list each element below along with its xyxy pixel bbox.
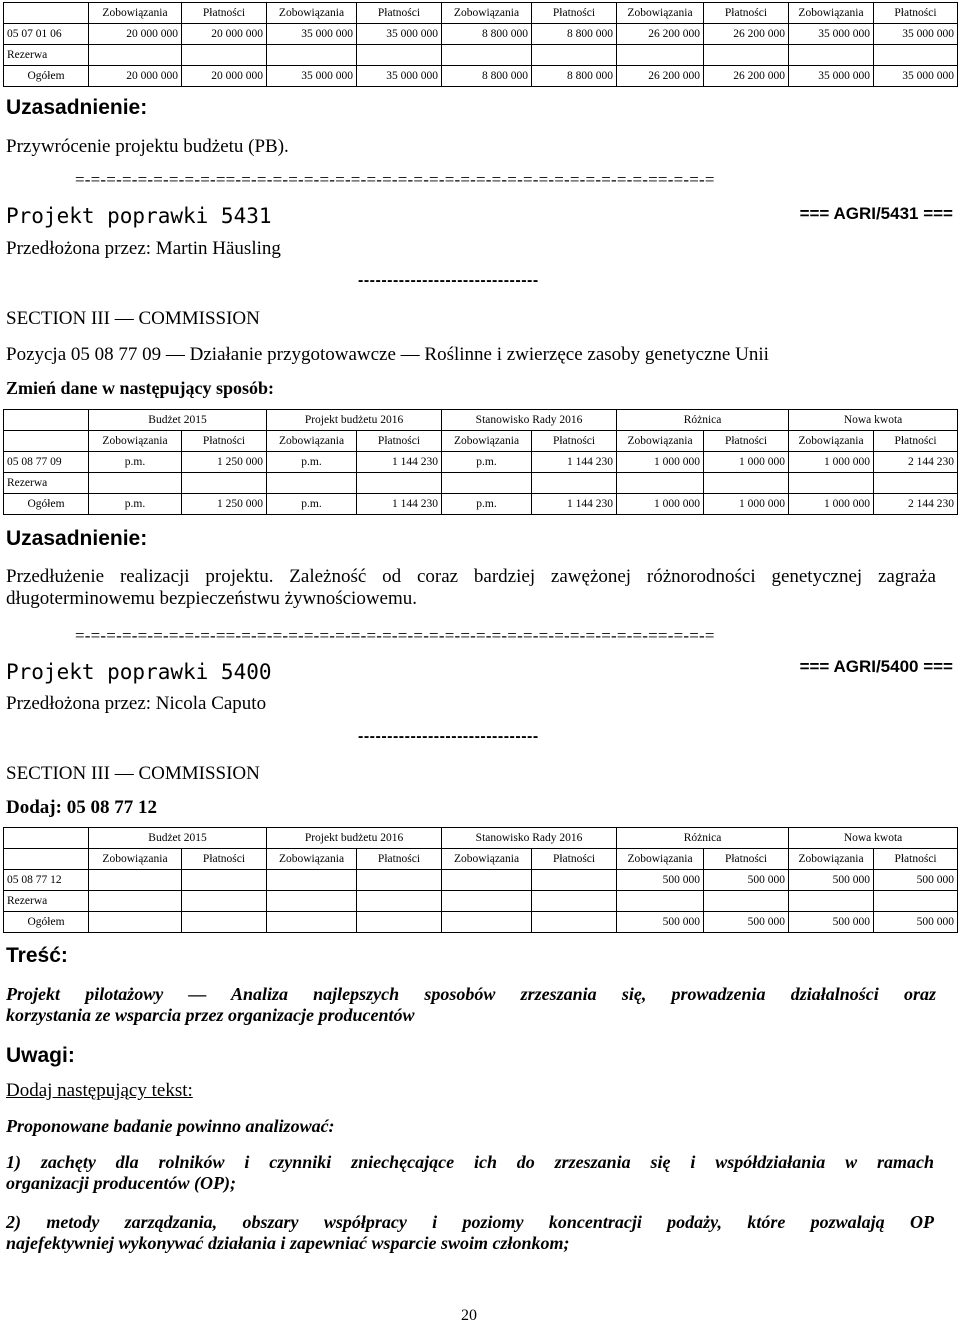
table-row: [4, 66, 958, 87]
content-text: [6, 984, 936, 1026]
table-cell: 500 000: [789, 912, 874, 933]
table-cell: [532, 45, 617, 66]
table-cell: [789, 473, 874, 494]
table-cell: [704, 45, 789, 66]
table-cell: 35 000 000: [789, 24, 874, 45]
submitted-by: Przedłożona przez: Nicola Caputo: [6, 693, 267, 714]
column-header-row: [4, 849, 958, 870]
column-header: Płatności: [357, 849, 442, 870]
row-label: Rezerwa: [4, 473, 89, 494]
corner-cell: [4, 828, 89, 849]
table-cell: [704, 473, 789, 494]
table-cell: 26 200 000: [617, 66, 704, 87]
section-title: SECTION III — COMMISSION: [6, 308, 260, 329]
table-cell: [617, 891, 704, 912]
budget-table-5431: [3, 409, 958, 515]
table-cell: 35 000 000: [267, 66, 357, 87]
table-row: [4, 45, 958, 66]
point-line: 2) metody zarządzania, obszary współpracy i poziomy koncentracji podaży, które pozwalają OP: [6, 1212, 934, 1232]
table-cell: [89, 870, 182, 891]
column-header: Zobowiązania: [89, 431, 182, 452]
table-cell: [789, 891, 874, 912]
table-cell: [442, 870, 532, 891]
study-point-2: [6, 1212, 934, 1254]
table-cell: [267, 870, 357, 891]
table-cell: [357, 912, 442, 933]
table-cell: [532, 870, 617, 891]
row-label: Ogółem: [4, 494, 89, 515]
separator: =-=-=-=-=-=-=-=-=-==-=-=-=-=-=-=-=-=-=-=-=-=-=-=-=-=-=-=-=-=-=-=-=-=-=-=-==-=-=-=: [75, 626, 715, 645]
submitted-by: Przedłożona przez: Martin Häusling: [6, 238, 281, 259]
table-cell: 500 000: [617, 870, 704, 891]
dash-line: -------------------------------: [358, 272, 539, 289]
table-cell: [704, 891, 789, 912]
column-header: Zobowiązania: [617, 431, 704, 452]
table-cell: 500 000: [704, 870, 789, 891]
column-header: Zobowiązania: [442, 3, 532, 24]
table-cell: 500 000: [874, 870, 958, 891]
point-line: organizacji producentów (OP);: [6, 1173, 237, 1193]
table-cell: 26 200 000: [617, 24, 704, 45]
table-cell: 1 000 000: [789, 452, 874, 473]
table-row: [4, 452, 958, 473]
table-row: [4, 870, 958, 891]
table-cell: [89, 45, 182, 66]
justification-heading: Uzasadnienie:: [6, 527, 148, 550]
table-cell: 500 000: [789, 870, 874, 891]
table-cell: 2 144 230: [874, 452, 958, 473]
group-header: Projekt budżetu 2016: [267, 410, 442, 431]
add-line-heading: Dodaj: 05 08 77 12: [6, 797, 157, 818]
table-cell: [357, 891, 442, 912]
column-header: Płatności: [182, 3, 267, 24]
amendment-title: Projekt poprawki 5431: [6, 204, 272, 228]
column-header: Zobowiązania: [89, 3, 182, 24]
remarks-heading: Uwagi:: [6, 1044, 75, 1067]
amendment-reference: === AGRI/5431 ===: [799, 204, 953, 223]
change-instruction: Zmień dane w następujący sposób:: [6, 378, 275, 398]
group-header: Nowa kwota: [789, 828, 958, 849]
table-cell: [617, 45, 704, 66]
add-text-instruction: Dodaj następujący tekst:: [6, 1080, 193, 1101]
table-cell: [532, 912, 617, 933]
column-header: Płatności: [182, 849, 267, 870]
point-line: 1) zachęty dla rolników i czynniki zniechęcające ich do zrzeszania się i współdziałania w ramach: [6, 1152, 934, 1172]
row-label: 05 08 77 09: [4, 452, 89, 473]
column-header: Płatności: [874, 849, 958, 870]
column-header: Zobowiązania: [617, 849, 704, 870]
table-cell: [442, 891, 532, 912]
table-cell: p.m.: [442, 494, 532, 515]
table-cell: 35 000 000: [789, 66, 874, 87]
table-cell: [532, 891, 617, 912]
table-cell: [182, 912, 267, 933]
column-header: Płatności: [532, 849, 617, 870]
corner-cell: [4, 3, 89, 24]
table-cell: 1 144 230: [532, 494, 617, 515]
table-cell: [532, 473, 617, 494]
table-cell: [357, 870, 442, 891]
column-header: Płatności: [532, 431, 617, 452]
justification-heading: Uzasadnienie:: [6, 96, 148, 119]
table-cell: 8 800 000: [532, 66, 617, 87]
row-label: 05 07 01 06: [4, 24, 89, 45]
group-header: Projekt budżetu 2016: [267, 828, 442, 849]
table-row: [4, 891, 958, 912]
column-header: Płatności: [532, 3, 617, 24]
point-line: najefektywniej wykonywać działania i zapewniać wsparcie swoim członkom;: [6, 1233, 570, 1253]
column-header: Płatności: [704, 3, 789, 24]
column-header: Zobowiązania: [89, 849, 182, 870]
column-header: Płatności: [874, 3, 958, 24]
table-cell: 500 000: [617, 912, 704, 933]
group-header-row: [4, 410, 958, 431]
table-cell: [357, 45, 442, 66]
table-cell: 1 144 230: [532, 452, 617, 473]
table-cell: [89, 473, 182, 494]
table-cell: 20 000 000: [182, 24, 267, 45]
section-title: SECTION III — COMMISSION: [6, 763, 260, 784]
table-cell: [182, 45, 267, 66]
table-cell: 500 000: [704, 912, 789, 933]
content-line: korzystania ze wsparcia przez organizacje producentów: [6, 1005, 415, 1025]
column-header-row: [4, 431, 958, 452]
row-label: Ogółem: [4, 912, 89, 933]
table-cell: 35 000 000: [267, 24, 357, 45]
corner-cell: [4, 410, 89, 431]
table-cell: p.m.: [267, 494, 357, 515]
table-cell: [267, 912, 357, 933]
table-cell: 1 000 000: [789, 494, 874, 515]
group-header: Stanowisko Rady 2016: [442, 410, 617, 431]
table-cell: 1 000 000: [704, 494, 789, 515]
table-cell: [442, 912, 532, 933]
table-cell: [442, 45, 532, 66]
table-cell: p.m.: [89, 452, 182, 473]
table-cell: 1 000 000: [704, 452, 789, 473]
table-cell: 2 144 230: [874, 494, 958, 515]
table-cell: 26 200 000: [704, 24, 789, 45]
column-header: Zobowiązania: [442, 431, 532, 452]
table-row: [4, 473, 958, 494]
table-cell: 20 000 000: [182, 66, 267, 87]
table-cell: [357, 473, 442, 494]
table-cell: 35 000 000: [874, 24, 958, 45]
content-heading: Treść:: [6, 944, 68, 967]
table-cell: [267, 45, 357, 66]
table-cell: [617, 473, 704, 494]
column-header: Zobowiązania: [789, 3, 874, 24]
table-cell: 20 000 000: [89, 66, 182, 87]
amendment-reference: === AGRI/5400 ===: [799, 657, 953, 676]
group-header: Nowa kwota: [789, 410, 958, 431]
row-label: Ogółem: [4, 66, 89, 87]
table-cell: 500 000: [874, 912, 958, 933]
table-cell: [874, 891, 958, 912]
budget-table-continued: [3, 2, 958, 87]
table-cell: 1 000 000: [617, 452, 704, 473]
table-cell: [789, 45, 874, 66]
table-cell: [182, 891, 267, 912]
table-cell: [182, 473, 267, 494]
group-header: Różnica: [617, 410, 789, 431]
table-cell: p.m.: [442, 452, 532, 473]
column-header: Płatności: [704, 849, 789, 870]
table-cell: 20 000 000: [89, 24, 182, 45]
table-cell: 8 800 000: [442, 24, 532, 45]
justification-line: Przedłużenie realizacji projektu. Zależność od coraz bardziej zawężonej różnorodności genetycznej zagraża: [6, 566, 936, 587]
table-cell: 26 200 000: [704, 66, 789, 87]
table-cell: 8 800 000: [532, 24, 617, 45]
row-label: 05 08 77 12: [4, 870, 89, 891]
table-cell: 1 144 230: [357, 452, 442, 473]
group-header: Stanowisko Rady 2016: [442, 828, 617, 849]
column-header: Płatności: [182, 431, 267, 452]
table-row: [4, 494, 958, 515]
dash-line: -------------------------------: [358, 728, 539, 745]
column-header: Płatności: [704, 431, 789, 452]
page-number: 20: [461, 1307, 477, 1324]
column-header: Płatności: [357, 431, 442, 452]
column-header: Zobowiązania: [267, 431, 357, 452]
content-line: Projekt pilotażowy — Analiza najlepszych sposobów zrzeszania się, prowadzenia działalności oraz: [6, 984, 936, 1004]
table-cell: 35 000 000: [357, 66, 442, 87]
table-cell: 35 000 000: [874, 66, 958, 87]
table-cell: [267, 891, 357, 912]
table-cell: 35 000 000: [357, 24, 442, 45]
budget-item-title: Pozycja 05 08 77 09 — Działanie przygotowawcze — Roślinne i zwierzęce zasoby genetyczne Unii: [6, 344, 769, 365]
table-cell: [267, 473, 357, 494]
corner-cell: [4, 431, 89, 452]
table-cell: 1 000 000: [617, 494, 704, 515]
justification-text: [6, 566, 936, 610]
column-header: Zobowiązania: [789, 431, 874, 452]
column-header: Płatności: [874, 431, 958, 452]
column-header: Płatności: [357, 3, 442, 24]
row-label: Rezerwa: [4, 45, 89, 66]
study-point-1: [6, 1152, 934, 1194]
table-cell: [442, 473, 532, 494]
table-cell: p.m.: [89, 494, 182, 515]
column-header: Zobowiązania: [267, 849, 357, 870]
row-label: Rezerwa: [4, 891, 89, 912]
corner-cell: [4, 849, 89, 870]
group-header: Różnica: [617, 828, 789, 849]
amendment-title: Projekt poprawki 5400: [6, 660, 272, 684]
group-header: Budżet 2015: [89, 828, 267, 849]
table-cell: [89, 912, 182, 933]
separator: =-=-=-=-=-=-=-=-=-==-=-=-=-=-=-=-=-=-=-=-=-=-=-=-=-=-=-=-=-=-=-=-=-=-=-=-==-=-=-=: [75, 170, 715, 189]
justification-line: długoterminowemu bezpieczeństwu żywnościowemu.: [6, 588, 418, 609]
table-cell: 1 250 000: [182, 494, 267, 515]
column-header: Zobowiązania: [789, 849, 874, 870]
table-cell: [89, 891, 182, 912]
column-header: Zobowiązania: [617, 3, 704, 24]
budget-table-5400: [3, 827, 958, 933]
table-row: [4, 912, 958, 933]
table-cell: 1 250 000: [182, 452, 267, 473]
column-header: Zobowiązania: [267, 3, 357, 24]
table-cell: [874, 45, 958, 66]
table-cell: 1 144 230: [357, 494, 442, 515]
table-cell: p.m.: [267, 452, 357, 473]
table-cell: [182, 870, 267, 891]
justification-text: Przywrócenie projektu budżetu (PB).: [6, 136, 289, 157]
group-header: Budżet 2015: [89, 410, 267, 431]
column-header: Zobowiązania: [442, 849, 532, 870]
column-header-row: [4, 3, 958, 24]
table-cell: 8 800 000: [442, 66, 532, 87]
table-row: [4, 24, 958, 45]
study-intro: Proponowane badanie powinno analizować:: [6, 1116, 335, 1136]
table-cell: [874, 473, 958, 494]
group-header-row: [4, 828, 958, 849]
